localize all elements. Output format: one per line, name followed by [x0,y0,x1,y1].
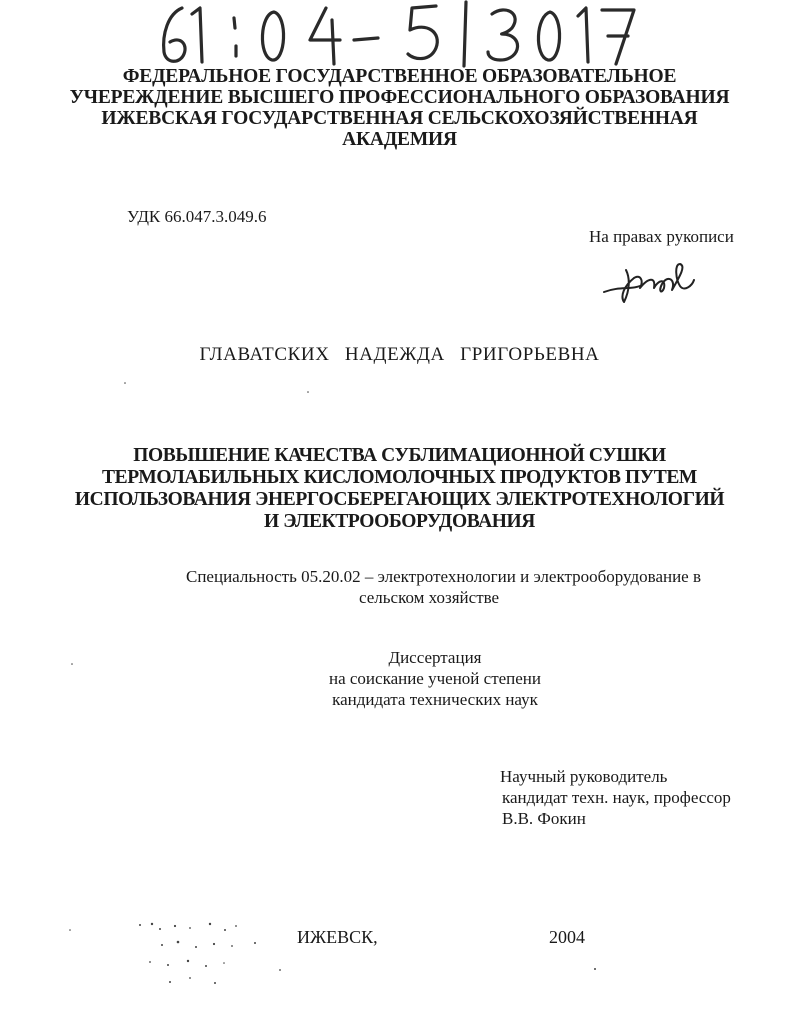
title-line: ТЕРМОЛАБИЛЬНЫХ КИСЛОМОЛОЧНЫХ ПРОДУКТОВ ПУТЕМ [102,467,697,488]
year: 2004 [549,927,585,947]
institution-line: УЧЕРЕЖДЕНИЕ ВЫСШЕГО ПРОФЕССИОНАЛЬНОГО ОБРАЗОВАНИЯ [69,87,730,108]
author-name: ГЛАВАТСКИХ НАДЕЖДА ГРИГОРЬЕВНА [199,344,600,365]
title-line: ИСПОЛЬЗОВАНИЯ ЭНЕРГОСБЕРЕГАЮЩИХ ЭЛЕКТРОТЕХНОЛОГИЙ [74,489,725,510]
supervisor-name: В.В. Фокин [502,809,586,828]
institution-line: ИЖЕВСКАЯ ГОСУДАРСТВЕННАЯ СЕЛЬСКОХОЗЯЙСТВЕННАЯ [101,108,698,129]
supervisor-block [500,766,731,829]
degree-line: кандидата технических наук [332,690,538,709]
dissertation-degree [0,647,799,710]
specialty-line: сельском хозяйстве [359,588,500,607]
institution-line: ФЕДЕРАЛЬНОЕ ГОСУДАРСТВЕННОЕ ОБРАЗОВАТЕЛЬНОЕ [122,66,677,87]
supervisor-role: Научный руководитель [500,767,668,786]
handwritten-signature-icon [600,256,705,306]
handwritten-archive-number [150,0,640,70]
institution-line: АКАДЕМИЯ [342,129,457,150]
manuscript-rights-note: На правах рукописи [589,227,734,246]
degree-line: Диссертация [388,648,482,667]
city: ИЖЕВСК, [297,927,378,947]
title-line: И ЭЛЕКТРООБОРУДОВАНИЯ [263,511,535,532]
dissertation-title [0,445,799,533]
title-line: ПОВЫШЕНИЕ КАЧЕСТВА СУБЛИМАЦИОННОЙ СУШКИ [133,445,666,466]
specialty [186,566,701,608]
supervisor-degree: кандидат техн. наук, профессор [502,788,731,807]
degree-line: на соискание ученой степени [328,669,542,688]
specialty-line: Специальность 05.20.02 – электротехнологии и электрооборудование в [186,567,702,586]
udk-code: УДК 66.047.3.049.6 [127,207,267,226]
institution-heading [0,66,799,150]
